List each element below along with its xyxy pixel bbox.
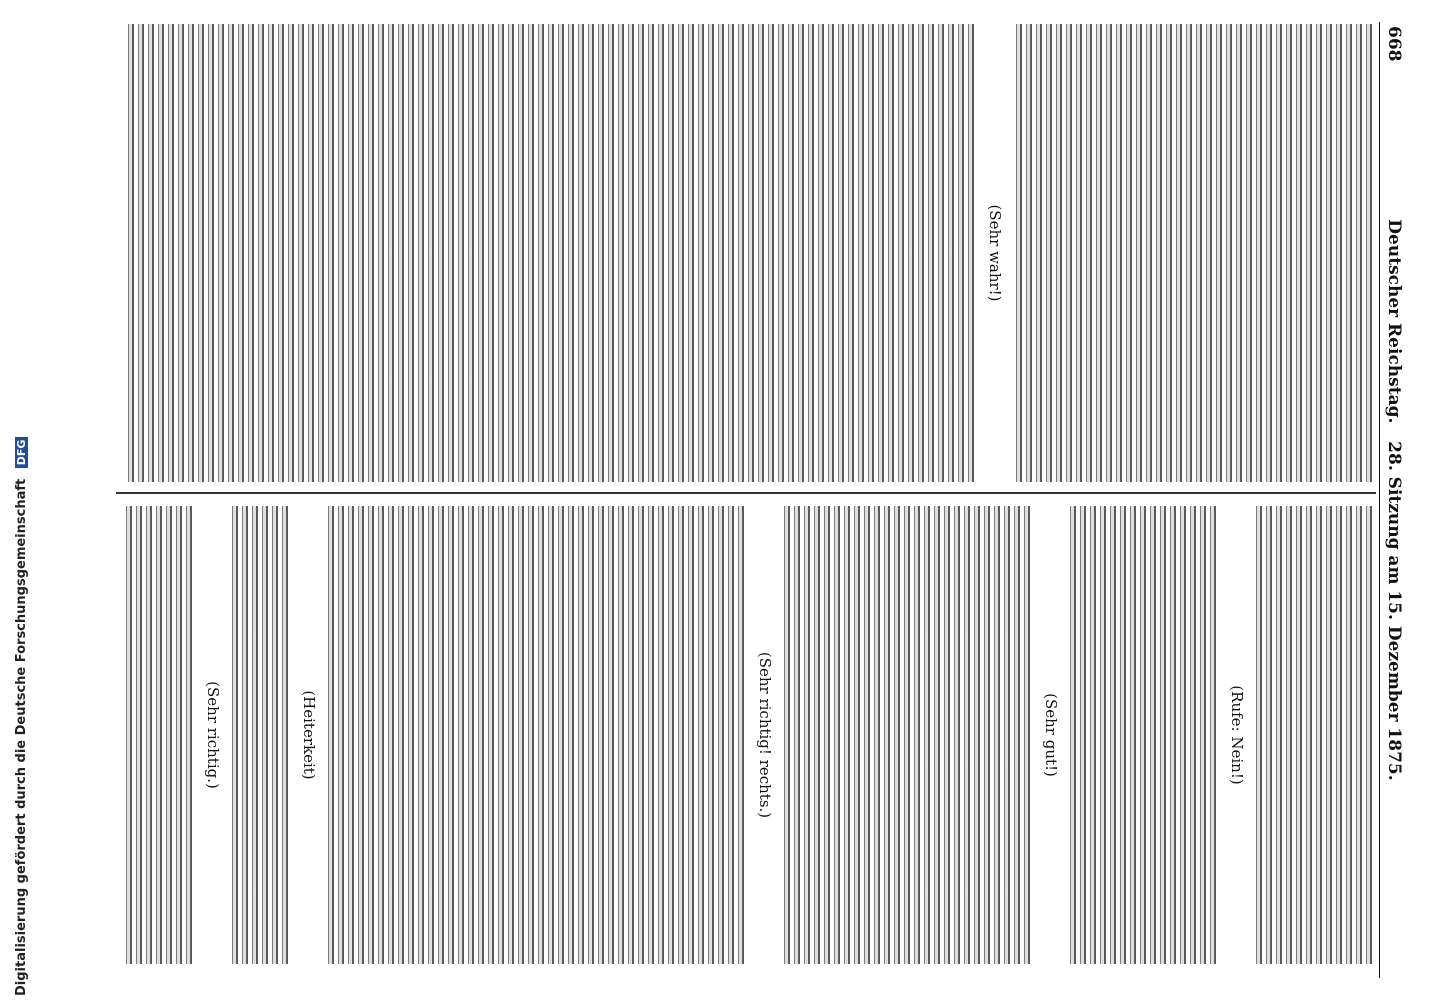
page-title-text: Deutscher Reichstag. bbox=[1384, 219, 1404, 424]
page-header bbox=[1379, 22, 1406, 978]
remark: (Sehr gut!) bbox=[1042, 693, 1060, 777]
dfg-logo-icon: DFG bbox=[15, 437, 28, 469]
text-block bbox=[780, 506, 1030, 964]
column-divider bbox=[116, 492, 1376, 494]
credit-text: Digitalisierung gefördert durch die Deutsche Forschungsgemeinschaft bbox=[14, 478, 29, 996]
remark: (Heiterkeit) bbox=[300, 690, 318, 780]
text-block bbox=[228, 506, 288, 964]
page-number: 668 bbox=[1384, 26, 1404, 62]
remark: (Sehr richtig.) bbox=[204, 681, 222, 789]
text-block bbox=[124, 24, 974, 482]
remark: (Sehr wahr!) bbox=[986, 204, 1004, 302]
remark: (Sehr richtig! rechts.) bbox=[756, 651, 774, 819]
text-block bbox=[1066, 506, 1216, 964]
session-date: 28. Sitzung am 15. Dezember 1875. bbox=[1384, 441, 1404, 781]
rotated-page-content bbox=[110, 22, 1406, 978]
text-block bbox=[124, 506, 192, 964]
left-column bbox=[122, 24, 1372, 482]
page-title bbox=[1384, 22, 1404, 978]
text-block bbox=[1012, 24, 1372, 482]
digitization-credit bbox=[14, 437, 29, 996]
remark: (Rufe: Nein!) bbox=[1228, 685, 1246, 785]
right-column bbox=[122, 506, 1372, 964]
text-block bbox=[1252, 506, 1372, 964]
text-block bbox=[324, 506, 744, 964]
